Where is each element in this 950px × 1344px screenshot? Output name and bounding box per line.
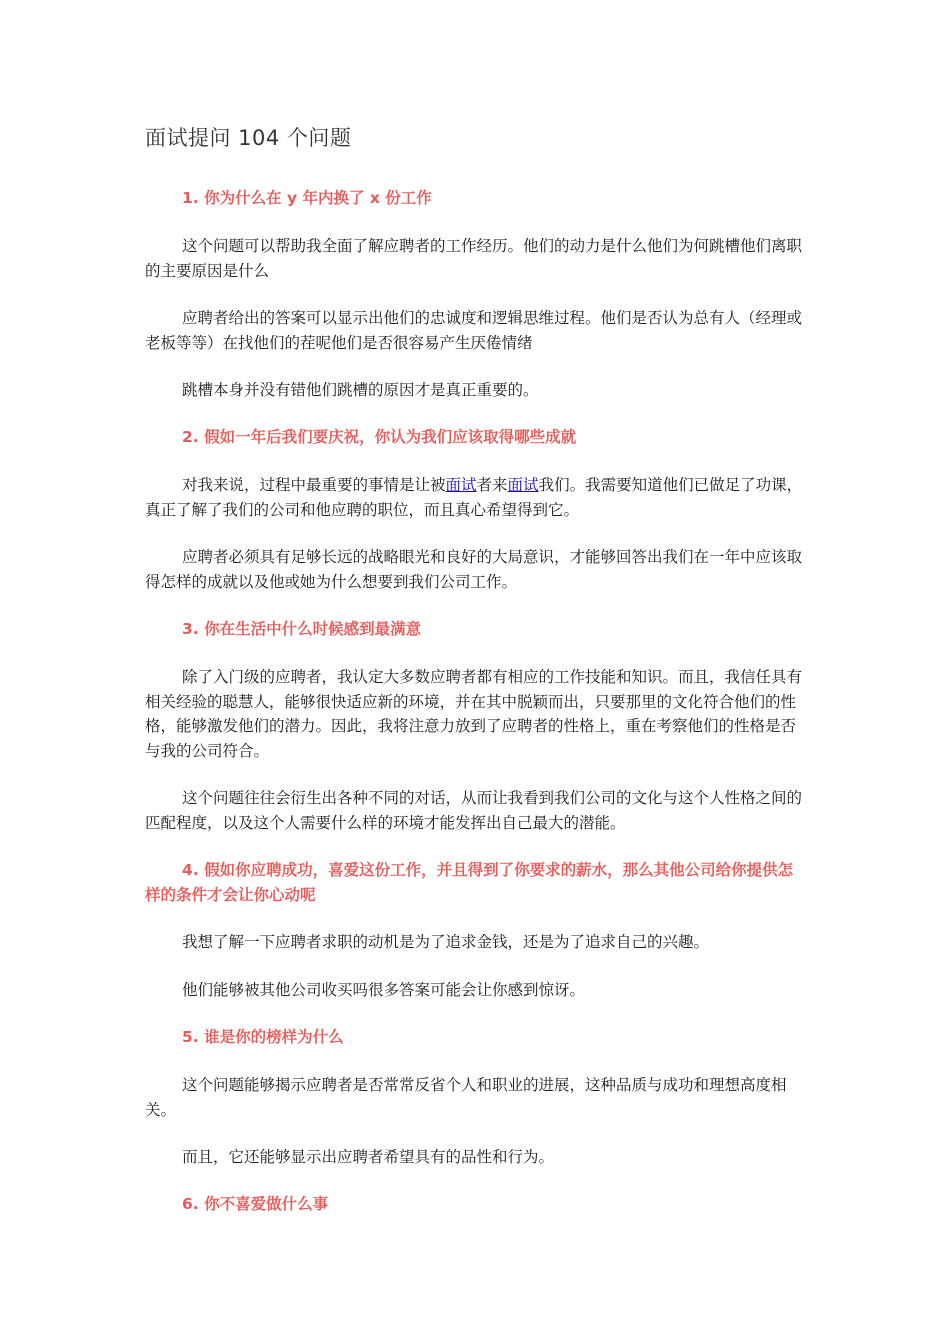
paragraph: 应聘者给出的答案可以显示出他们的忠诚度和逻辑思维过程。他们是否认为总有人（经理或老板等等）在找他们的茬呢他们是否很容易产生厌倦情绪	[145, 309, 803, 352]
paragraph-with-links	[145, 473, 805, 522]
question-heading: 4. 假如你应聘成功，喜爱这份工作，并且得到了你要求的薪水，那么其他公司给你提供怎样的条件才会让你心动呢	[145, 861, 794, 904]
question-heading: 2. 假如一年后我们要庆祝，你认为我们应该取得哪些成就	[182, 428, 577, 446]
interview-link[interactable]: 面试	[507, 476, 539, 494]
paragraph-text: 对我来说，过程中最重要的事情是让被	[182, 476, 446, 494]
paragraph: 这个问题往往会衍生出各种不同的对话，从而让我看到我们公司的文化与这个人性格之间的匹配程度，以及这个人需要什么样的环境才能发挥出自己最大的潜能。	[145, 789, 803, 832]
question-heading: 3. 你在生活中什么时候感到最满意	[182, 620, 422, 638]
paragraph: 而且，它还能够显示出应聘者希望具有的品性和行为。	[182, 1148, 555, 1166]
question-heading: 1. 你为什么在 y 年内换了 x 份工作	[182, 189, 432, 207]
paragraph: 这个问题可以帮助我全面了解应聘者的工作经历。他们的动力是什么他们为何跳槽他们离职的主要原因是什么	[145, 237, 803, 280]
paragraph: 跳槽本身并没有错他们跳槽的原因才是真正重要的。	[182, 381, 539, 399]
document-title: 面试提问 104 个问题	[145, 126, 352, 150]
question-heading: 5. 谁是你的榜样为什么	[182, 1028, 344, 1046]
paragraph-text: 我们。我需要知道他们已做足了功课，真正了解了我们的公司和他应聘的职位，而且真心希望得到它。	[145, 476, 803, 519]
interview-link[interactable]: 面试	[445, 476, 477, 494]
paragraph: 这个问题能够揭示应聘者是否常常反省个人和职业的进展，这种品质与成功和理想高度相关。	[145, 1076, 787, 1119]
paragraph-text: 者来	[476, 476, 508, 494]
question-heading: 6. 你不喜爱做什么事	[182, 1195, 329, 1213]
paragraph: 他们能够被其他公司收买吗很多答案可能会让你感到惊讶。	[182, 981, 586, 999]
paragraph: 应聘者必须具有足够长远的战略眼光和良好的大局意识，才能够回答出我们在一年中应该取得怎样的成就以及他或她为什么想要到我们公司工作。	[145, 548, 803, 591]
paragraph: 我想了解一下应聘者求职的动机是为了追求金钱，还是为了追求自己的兴趣。	[182, 933, 710, 951]
paragraph: 除了入门级的应聘者，我认定大多数应聘者都有相应的工作技能和知识。而且，我信任具有相关经验的聪慧人，能够很快适应新的环境，并在其中脱颖而出，只要那里的文化符合他们的性格，能够激发他们的潜力。因此，我将注意力放到了应聘者的性格上，重在考察他们的性格是否与我的公司符合。	[145, 668, 803, 760]
